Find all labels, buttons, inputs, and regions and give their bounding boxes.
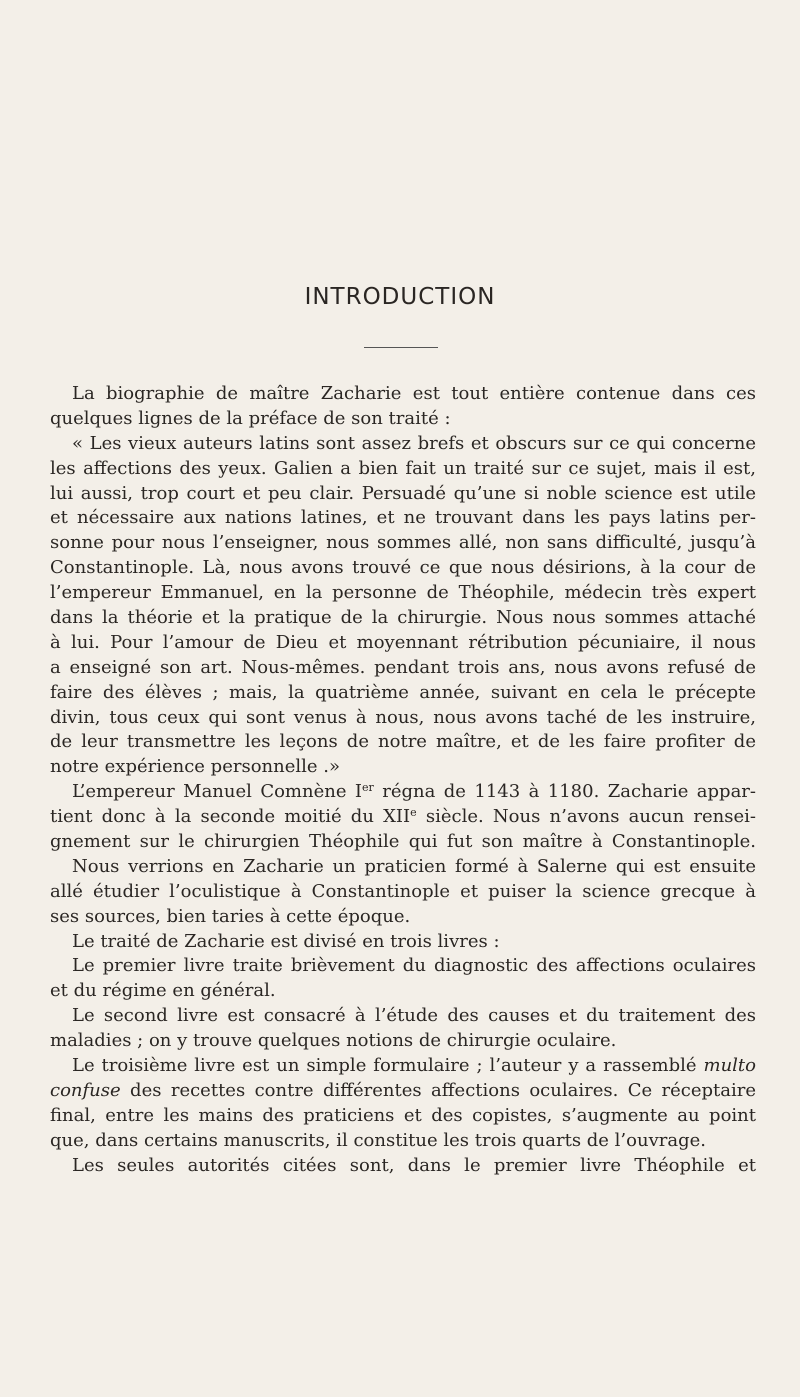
text-line: ses sources, bien taries à cette époque. xyxy=(50,905,411,927)
text-line: notre expérience personnelle .» xyxy=(50,756,340,778)
text-line: Les seules autorités citées sont, dans le premier livre Théophile et xyxy=(72,1154,756,1176)
text-line: à lui. Pour l’amour de Dieu et moyennant rétribution pécuniaire, il nous xyxy=(50,631,756,653)
text-line: Le traité de Zacharie est divisé en trois livres : xyxy=(72,930,500,952)
text-line: Constantinople. Là, nous avons trouvé ce que nous désirions, à la cour de xyxy=(50,557,756,579)
italic-text: confuse xyxy=(50,1079,121,1101)
text-line: maladies ; on y trouve quelques notions de chirurgie oculaire. xyxy=(50,1030,617,1052)
text-line: gnement sur le chirurgien Théophile qui fut son maître à Constantinople. xyxy=(50,831,756,853)
text-line: « Les vieux auteurs latins sont assez brefs et obscurs sur ce qui concerne xyxy=(72,432,756,454)
text-line: allé étudier l’oculistique à Constantinople et puiser la science grecque à xyxy=(50,880,756,902)
text-line: de leur transmettre les leçons de notre maître, et de les faire profiter de xyxy=(50,731,756,753)
text-line: l’empereur Emmanuel, en la personne de Théophile, médecin très expert xyxy=(50,582,756,604)
line-text: régna de 1143 à 1180. Zacharie appar- xyxy=(373,781,756,803)
text-line: final, entre les mains des praticiens et des copistes, s’augmente au point xyxy=(50,1104,756,1126)
text-line: et nécessaire aux nations latines, et ne trouvant dans les pays latins per- xyxy=(50,507,756,529)
line-text: tient donc à la seconde moitié du XII xyxy=(50,806,411,828)
text-line xyxy=(50,1079,756,1104)
text-line: les affections des yeux. Galien a bien fait un traité sur ce sujet, mais il est, xyxy=(50,457,756,479)
text-line: Le second livre est consacré à l’étude des causes et du traitement des xyxy=(72,1005,756,1027)
text-line: quelques lignes de la préface de son traité : xyxy=(50,407,451,429)
text-line xyxy=(50,805,756,830)
text-line: a enseigné son art. Nous-mêmes. pendant trois ans, nous avons refusé de xyxy=(50,656,756,678)
text-line: faire des élèves ; mais, la quatrième année, suivant en cela le précepte xyxy=(50,681,756,703)
line-text: L’empereur Manuel Comnène I xyxy=(72,781,363,803)
text-line xyxy=(50,780,756,805)
line-text: siècle. Nous n’avons aucun rensei- xyxy=(416,806,756,828)
body-text xyxy=(50,382,756,1179)
text-line: sonne pour nous l’enseigner, nous sommes allé, non sans difficulté, jusqu’à xyxy=(50,532,756,554)
italic-text: multo xyxy=(703,1055,756,1077)
line-text: Le troisième livre est un simple formulaire ; l’auteur y a rassemblé xyxy=(72,1055,704,1077)
text-line: La biographie de maître Zacharie est tout entière contenue dans ces xyxy=(72,383,756,404)
text-line: dans la théorie et la pratique de la chirurgie. Nous nous sommes attaché xyxy=(50,607,756,629)
text-line: Le premier livre traite brièvement du diagnostic des affections oculaires xyxy=(72,955,756,977)
text-line: divin, tous ceux qui sont venus à nous, nous avons taché de les instruire, xyxy=(50,706,756,728)
text-line xyxy=(50,1054,756,1079)
superscript: er xyxy=(362,781,374,795)
line-text: des recettes contre différentes affections oculaires. Ce réceptaire xyxy=(120,1079,756,1101)
page-title: INTRODUCTION xyxy=(304,284,496,310)
text-line: que, dans certains manuscrits, il constitue les trois quarts de l’ouvrage. xyxy=(50,1129,706,1151)
superscript: e xyxy=(410,806,417,820)
text-line: lui aussi, trop court et peu clair. Persuadé qu’une si noble science est utile xyxy=(50,482,756,504)
text-line: Nous verrions en Zacharie un praticien formé à Salerne qui est ensuite xyxy=(72,855,756,877)
title-divider xyxy=(364,347,438,348)
text-line: et du régime en général. xyxy=(50,980,276,1002)
